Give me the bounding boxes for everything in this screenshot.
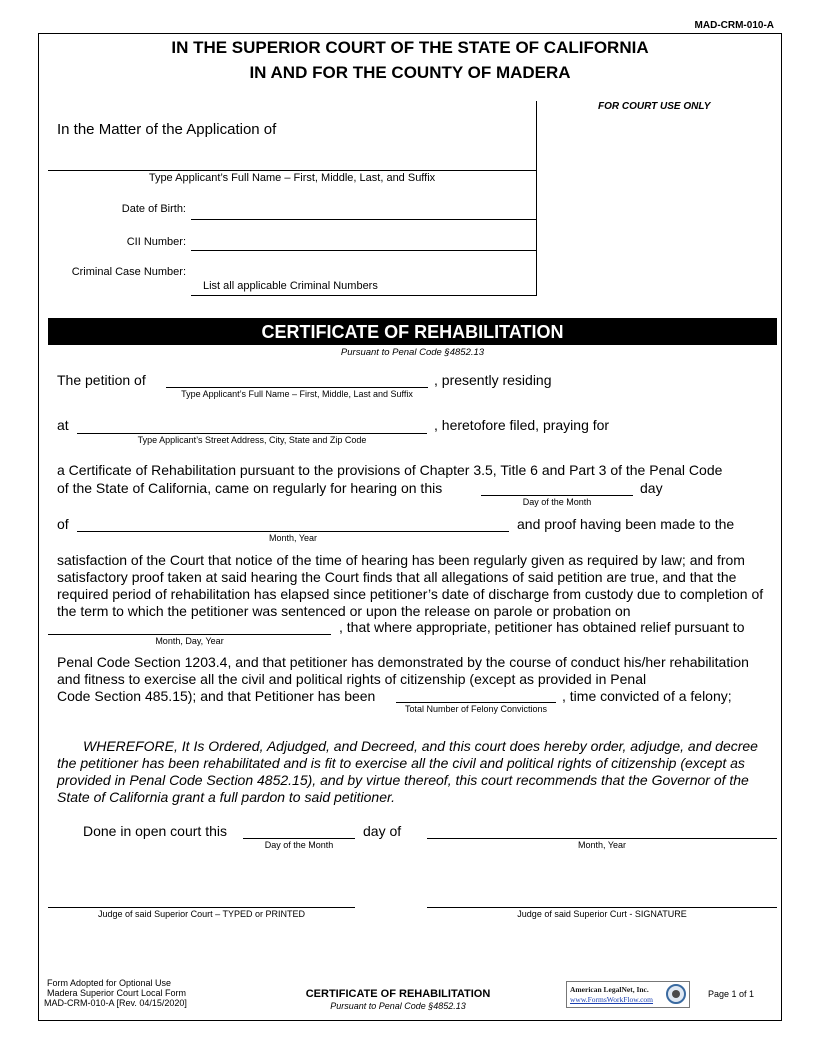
cii-label: CII Number: — [126, 236, 186, 248]
logo-url[interactable]: www.FormsWorkFlow.com — [570, 995, 654, 1004]
applicant-name-hint: Type Applicant’s Full Name – First, Middle, Last, and Suffix — [148, 172, 436, 184]
para1-line1: a Certificate of Rehabilitation pursuant to the provisions of Chapter 3.5, Title 6 and Part 3 of the Penal Code — [57, 462, 723, 478]
publisher-logo[interactable] — [566, 981, 690, 1008]
globe-icon — [666, 984, 686, 1004]
footer-adopted-2: Madera Superior Court Local Form — [47, 988, 187, 998]
para3-last-line: Code Section 485.15); and that Petitioner has been — [57, 688, 376, 704]
certificate-subtitle: Pursuant to Penal Code §4852.13 — [340, 347, 485, 358]
release-date-field[interactable] — [48, 634, 331, 635]
petitioner-name-field[interactable] — [166, 387, 428, 388]
court-title-line1: IN THE SUPERIOR COURT OF THE STATE OF CALIFORNIA — [171, 38, 649, 57]
judge-signature-label: Judge of said Superior Curt - SIGNATURE — [517, 909, 687, 919]
presently-residing-label: , presently residing — [434, 372, 552, 388]
footer-subtitle: Pursuant to Penal Code §4852.13 — [330, 1001, 466, 1011]
hearing-month-field[interactable] — [77, 531, 509, 532]
case-number-label: Criminal Case Number: — [71, 266, 186, 278]
footer-title: CERTIFICATE OF REHABILITATION — [305, 988, 491, 1000]
case-number-field[interactable] — [191, 295, 536, 296]
felony-count-field[interactable] — [396, 702, 556, 703]
relief-label: , that where appropriate, petitioner has obtained relief pursuant to — [339, 619, 745, 635]
release-date-hint: Month, Day, Year — [155, 636, 224, 646]
petition-of-label: The petition of — [57, 372, 146, 388]
heretofore-label: , heretofore filed, praying for — [434, 417, 610, 433]
judge-typed-label: Judge of said Superior Court – TYPED or PRINTED — [98, 909, 305, 919]
time-convicted-label: , time convicted of a felony; — [562, 688, 732, 704]
para1-line2: of the State of California, came on regularly for hearing on this — [57, 480, 443, 496]
done-month-hint: Month, Year — [577, 840, 627, 850]
address-field[interactable] — [77, 433, 427, 434]
case-number-hint: List all applicable Criminal Numbers — [203, 280, 378, 292]
matter-label: In the Matter of the Application of — [57, 121, 277, 138]
footer-adopted-1: Form Adopted for Optional Use — [47, 978, 172, 988]
felony-count-hint: Total Number of Felony Convictions — [404, 704, 548, 714]
cii-field[interactable] — [191, 250, 536, 251]
done-day-field[interactable] — [243, 838, 355, 839]
petitioner-name-hint: Type Applicant’s Full Name – First, Middle, Last and Suffix — [181, 389, 413, 399]
footer-adopted-3: MAD-CRM-010-A [Rev. 04/15/2020] — [44, 998, 187, 1008]
judge-typed-line[interactable] — [48, 907, 355, 908]
hearing-day-field[interactable] — [481, 495, 633, 496]
logo-company-name: American LegalNet, Inc. — [570, 985, 649, 994]
para2: satisfaction of the Court that notice of the time of hearing has been regularly given as required by law; and from satisfactory proof taken at said hearing the Court finds that all allegations of said petition are true, and that the required period of rehabilitation has elapsed since petitioner’s date of discharge from custody due to completion of the term to which the petitioner was sentenced or upon the release on parole or probation on — [57, 552, 764, 619]
hearing-day-hint: Day of the Month — [522, 497, 592, 507]
at-label: at — [57, 417, 69, 433]
wherefore-paragraph: WHEREFORE, It Is Ordered, Adjudged, and Decreed, and this court does hereby order, adjudge, and decree the petitioner has been rehabilitated and is fit to exercise all the civil and political rights of citizenship (except as provided in Penal Code Section 4852.15), and by virtue thereof, this court recommends that the Governor of the State of California grant a full pardon to said petitioner. — [57, 738, 758, 805]
dob-label: Date of Birth: — [121, 203, 186, 215]
court-use-label: FOR COURT USE ONLY — [598, 101, 711, 112]
certificate-title: CERTIFICATE OF REHABILITATION — [48, 318, 777, 345]
done-label: Done in open court this — [83, 823, 227, 839]
done-day-hint: Day of the Month — [264, 840, 334, 850]
page-number: Page 1 of 1 — [708, 989, 755, 999]
para3: Penal Code Section 1203.4, and that petitioner has demonstrated by the course of conduct his/her rehabilitation and fitness to exercise all the civil and political rights of citizenship (except as provided in Penal — [57, 654, 749, 687]
court-title-line2: IN AND FOR THE COUNTY OF MADERA — [249, 63, 571, 82]
done-month-field[interactable] — [427, 838, 777, 839]
caption-divider — [536, 101, 537, 296]
address-hint: Type Applicant’s Street Address, City, State and Zip Code — [137, 435, 367, 445]
applicant-name-line[interactable] — [48, 170, 536, 171]
proof-label: and proof having been made to the — [517, 516, 735, 532]
day-of-label: day of — [363, 823, 402, 839]
dob-field[interactable] — [191, 219, 536, 220]
hearing-month-hint: Month, Year — [268, 533, 318, 543]
day-label: day — [640, 480, 663, 496]
of-label: of — [57, 516, 69, 532]
judge-signature-line[interactable] — [427, 907, 777, 908]
form-number: MAD-CRM-010-A — [694, 20, 774, 31]
